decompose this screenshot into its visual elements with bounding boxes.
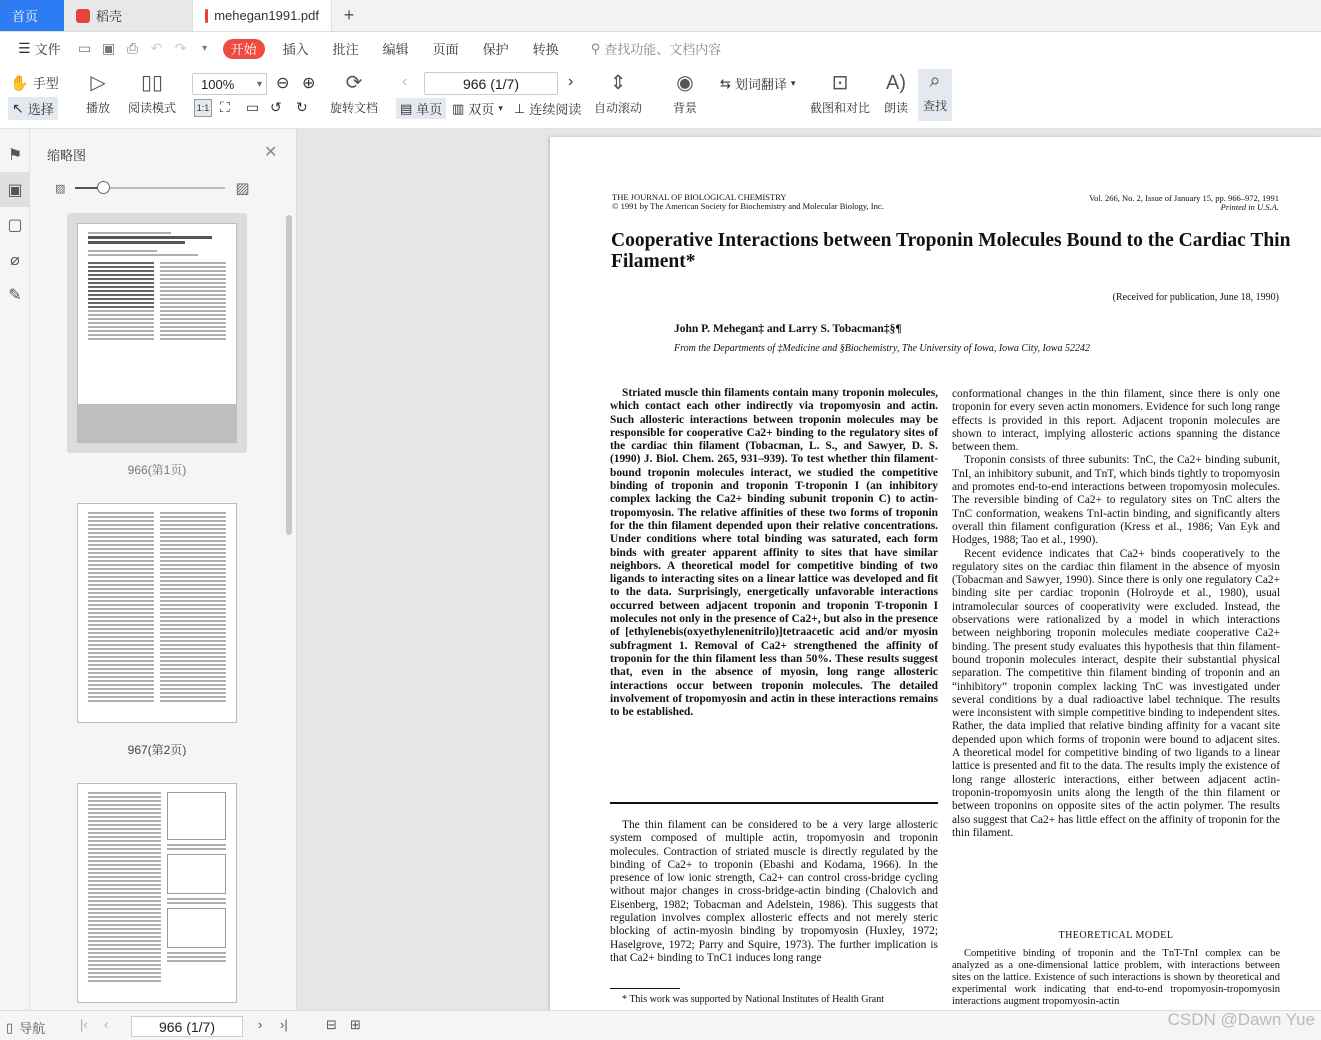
slider-track[interactable] [75, 187, 225, 189]
read-aloud-button[interactable] [884, 71, 908, 116]
thumbnail-page-2-image [77, 503, 237, 723]
right-paragraph-3: Recent evidence indicates that Ca2+ binds cooperatively to the regulatory sites on the cardiac thin filament in the absence of myosin (Tobacman and Sawyer, 1990). Since there is only one regulatory Ca2+ binding site per cardiac troponin (Holroyde et al., 1980), usual intramolecular sources of cooperativity were excluded. Instead, the observations were rationalized by a model in which interactions between neighboring troponin molecules mediate cooperative Ca2+ binding. The present study evaluates this hypothesis that thin filament-bound troponin molecules interact, despite their substantial physical separation. The competitive thin filament binding of troponin and an “inhibitory” troponin complex lacking TnC was investigated under several conditions by a dual radioactive label technique. The results were inconsistent with simple competitive binding to independent sites. Rather, the data implied that relative binding affinity for a vacant site depended upon which forms of troponin were bound to adjacent sites. A theoretical model for competitive binding of two ligands to a linear lattice is presented and fit to the data. The results imply the existence of long range allosteric interactions, either between adjacent actin-troponin-tropomyosin units along the length of the thin filament or between troponins on opposite sites of the actin polymer. The results also suggest that Ca2+ has little effect on the affinity of troponin for the thin filament. [952, 547, 1280, 839]
volume-header [1089, 194, 1279, 212]
background-label: 背景 [673, 101, 698, 115]
continuous-icon: ⊥ [514, 100, 526, 116]
paper-title: Cooperative Interactions between Troponin Molecules Bound to the Cardiac Thin Filament* [611, 230, 1291, 272]
received-date: (Received for publication, June 18, 1990) [1112, 292, 1279, 303]
continuous-read-button[interactable] [514, 99, 581, 118]
cursor-icon: ↖ [12, 100, 24, 116]
tab-document-label: mehegan1991.pdf [214, 8, 319, 23]
slider-knob[interactable] [97, 181, 110, 194]
footnote: * This work was supported by National Institutes of Health Grant [622, 994, 884, 1005]
select-tool-label: 选择 [27, 102, 54, 117]
left-rail [0, 129, 30, 1010]
read-aloud-label: 朗读 [884, 101, 909, 115]
magnifier-icon: ⌕ [929, 70, 941, 92]
status-page-input[interactable] [131, 1016, 243, 1037]
tab-home-label: 首页 [12, 9, 39, 24]
paper-affiliation: From the Departments of ‡Medicine and §Biochemistry, The University of Iowa, Iowa City, Iowa 52242 [674, 343, 1090, 354]
thumbnail-scrollbar[interactable] [286, 215, 292, 535]
thumbnail-panel [30, 129, 297, 1010]
play-button[interactable] [86, 71, 110, 116]
tab-bar [0, 0, 1321, 32]
screenshot-icon: ⊡ [831, 72, 849, 94]
fit-width-icon[interactable]: ▭ [246, 99, 260, 115]
last-page-icon[interactable]: ›| [280, 1017, 288, 1032]
navigation-label: 导航 [19, 1021, 46, 1036]
large-image-icon: ▨ [235, 180, 250, 197]
tab-document[interactable] [192, 0, 332, 31]
page-number-input[interactable] [424, 72, 558, 95]
thumbnail-icon[interactable]: ▣ [0, 172, 30, 207]
rotate-document-button[interactable] [330, 71, 378, 116]
menu-insert[interactable]: 插入 [282, 42, 309, 57]
single-page-button[interactable] [396, 98, 446, 119]
bookmark-icon[interactable]: ⚑ [7, 146, 23, 164]
close-icon[interactable]: ✕ [264, 144, 278, 161]
menu-start[interactable]: 开始 [223, 39, 265, 59]
new-tab-button[interactable]: + [343, 5, 355, 25]
docer-logo-icon [76, 9, 90, 23]
single-page-icon: ▤ [400, 100, 413, 116]
thumbnail-page-1-overlay [78, 404, 237, 443]
chevron-down-icon: ▾ [256, 78, 262, 90]
thumbnail-page-3-image [77, 783, 237, 1003]
find-button[interactable] [918, 69, 952, 121]
page-number-value: 966 (1/7) [462, 75, 520, 92]
search-placeholder: 查找功能、文档内容 [604, 42, 722, 57]
tab-home[interactable] [0, 0, 64, 31]
volume-line: Vol. 266, No. 2, Issue of January 15, pp. 966–972, 1991 [1089, 193, 1279, 203]
continuous-label: 连续阅读 [529, 102, 582, 117]
search-icon: ⚲ [590, 40, 601, 56]
right-column [952, 388, 1280, 840]
thumbnail-page-2[interactable] [67, 493, 247, 757]
screenshot-compare-button[interactable] [810, 71, 870, 116]
forward-view-icon[interactable]: ⊞ [350, 1017, 361, 1032]
speaker-icon: A) [886, 72, 906, 94]
zoom-in-icon[interactable]: ⊕ [302, 75, 316, 92]
screenshot-label: 截图和对比 [810, 101, 871, 115]
right-paragraph-1: conformational changes in the thin filament, since there is only one troponin for every seven actin monomers. Evidence for such long range effects is provided in this report. Adjacent troponin molecules are shown to interact, implying allosteric actions spanning the distance between them. [952, 388, 1280, 454]
play-icon: ▷ [90, 72, 106, 94]
thumbnail-figure [167, 908, 226, 948]
find-label: 查找 [922, 99, 947, 113]
read-mode-label: 阅读模式 [128, 101, 177, 115]
thumbnail-page-1-image [77, 223, 237, 443]
pdf-page [550, 137, 1321, 1010]
document-viewer[interactable] [297, 129, 1321, 1010]
thumbnail-page-2-text [78, 504, 236, 704]
menu-convert[interactable]: 转换 [532, 42, 559, 57]
small-image-icon: ▨ [55, 182, 66, 195]
menu-edit[interactable]: 编辑 [382, 42, 409, 57]
next-page-icon[interactable]: › [568, 73, 574, 90]
rotate-document-label: 旋转文档 [330, 101, 379, 115]
thumbnail-size-slider[interactable] [55, 179, 250, 197]
background-button[interactable] [673, 71, 697, 116]
file-menu-label: 文件 [34, 42, 61, 57]
chevron-down-icon: ▾ [498, 103, 503, 113]
rotate-right-icon[interactable]: ↻ [296, 99, 308, 115]
tab-docer[interactable] [64, 0, 192, 31]
thumbnail-figure [167, 854, 226, 894]
introduction-text: The thin filament can be considered to be a very large allosteric system composed of multiple actin, tropomyosin and troponin molecules. Contraction of striated muscle is directly regulated by the binding of Ca2+ to troponin (Ebashi and Kodama, 1966). In the presence of low ionic strength, Ca2+ can control cross-bridge cycling without major changes in cross-bridge-actin binding (Chalovich and Eisenberg, 1982; Tobacman and Adelstein, 1986). This suggests that regulation involves complex allosteric effects and not merely steric blocking of actin-myosin binding by tropomyosin (Huxley, 1972; Haselgrove, 1972; Parry and Squire, 1973). The further implication is that Ca2+ binding to TnC1 induces long range [610, 819, 938, 964]
thumbnail-page-3[interactable] [67, 773, 247, 1010]
abstract: Striated muscle thin filaments contain many troponin molecules, which contact each other indirectly via tropomyosin and actin. Such allosteric interactions between troponin molecules may be responsible for cooperative Ca2+ binding to the regulatory sites of the cardiac thin filament (Tobacman, L. S., and Sawyer, D. S. (1990) J. Biol. Chem. 265, 931–939). To test whether thin filament-bound troponin molecules interact, we studied the competitive binding of troponin and troponin T-troponin I (an inhibitory complex lacking the Ca2+ binding subunit troponin C) to actin-tropomyosin. The relative affinities of these two forms of troponin for the thin filament depended upon their relative concentrations. Under conditions where total binding was saturated, each form binds with greater apparent affinity to sites that have similar neighbors. A theoretical model for competitive binding of two ligands to interacting sites on a linear lattice was developed and fit to the data. Surprisingly, energetically unfavorable interactions occurred between adjacent troponin and troponin T-troponin I molecules not only in the presence of Ca2+, but also in the presence of [ethylenebis(oxyethylenenitrilo)]tetraacetic acid and/or myosin subfragment 1. Removal of Ca2+ strengthened the affinity of troponin for the thin filament less than 50%. These results suggest that, even in the absence of myosin, long range allosteric interactions occur between troponin molecules. The detailed involvement of tropomyosin and actin in these interactions remains to be established. [610, 387, 938, 719]
status-bar [0, 1010, 1321, 1040]
first-page-icon[interactable]: |‹ [80, 1017, 88, 1032]
menu-page[interactable]: 页面 [432, 42, 459, 57]
printed-line: Printed in U.S.A. [1220, 202, 1279, 212]
feature-search[interactable] [591, 39, 722, 58]
redo-icon[interactable]: ↷ [174, 40, 187, 56]
journal-name: THE JOURNAL OF BIOLOGICAL CHEMISTRY [612, 192, 787, 202]
rotate-document-icon: ⟳ [345, 72, 363, 94]
thumbnail-page-3-text [78, 784, 236, 984]
hand-icon: ✋ [10, 74, 29, 92]
panel-icon: ▯ [6, 1019, 14, 1035]
status-page-value: 966 (1/7) [158, 1018, 216, 1035]
prev-page-icon[interactable]: ‹ [402, 73, 408, 90]
print-icon[interactable]: ⎙ [126, 40, 139, 56]
read-mode-button[interactable] [128, 71, 176, 116]
rotate-left-icon[interactable]: ↺ [270, 99, 282, 115]
double-page-button[interactable] [452, 99, 503, 118]
right-paragraph-2: Troponin consists of three subunits: TnC, the Ca2+ binding subunit, TnI, an inhibitory subunit, and TnT, which binds tightly to tropomyosin and promotes end-to-end interactions between tropomyosin molecules. The reversible binding of Ca2+ to regulatory sites on TnC alters the TnC conformation, weakens TnI-actin binding, and significantly alters overall thin filament configuration (Kress et al., 1986; Van Eyk and Hodges, 1988; Tao et al., 1990). [952, 454, 1280, 547]
next-page-icon[interactable]: › [258, 1017, 263, 1032]
comment-icon[interactable]: ▢ [7, 216, 23, 234]
thumbnail-page-1[interactable] [67, 213, 247, 477]
more-chevron-icon[interactable]: ▾ [202, 43, 208, 54]
zoom-value: 100% [201, 76, 235, 92]
zoom-out-icon[interactable]: ⊖ [276, 75, 290, 92]
thumbnail-figure [167, 792, 226, 840]
undo-icon[interactable]: ↶ [150, 40, 163, 56]
pdf-file-icon [205, 9, 208, 23]
auto-scroll-label: 自动滚动 [594, 101, 643, 115]
thumbnail-page-1-label: 966(第1页) [127, 463, 187, 477]
paper-authors: John P. Mehegan‡ and Larry S. Tobacman‡§¶ [674, 323, 902, 335]
thumbnail-panel-title: 缩略图 [47, 148, 87, 163]
auto-scroll-button[interactable] [594, 71, 642, 116]
select-tool-button[interactable] [8, 97, 58, 120]
section-heading: THEORETICAL MODEL [1058, 930, 1174, 941]
hand-tool-label: 手型 [32, 76, 59, 91]
thumbnail-page-1-text [78, 224, 236, 342]
ribbon-toolbar [0, 65, 1321, 129]
play-label: 播放 [86, 101, 111, 115]
zoom-select[interactable] [192, 73, 267, 95]
menu-annotate[interactable]: 批注 [332, 42, 359, 57]
book-icon: ▯▯ [141, 72, 164, 94]
double-page-label: 双页 [468, 102, 495, 117]
signature-icon[interactable]: ✎ [8, 286, 22, 304]
translate-button[interactable] [720, 74, 795, 93]
abstract-divider [610, 802, 938, 804]
translate-label: 划词翻译 [734, 77, 787, 92]
navigation-toggle[interactable] [6, 1018, 45, 1037]
save-icon[interactable]: ▣ [101, 40, 116, 56]
theoretical-model-text: Competitive binding of troponin and the TnT-TnI complex can be analyzed as a one-dimensional lattice problem, with interactions between sites on the lattice. Existence of such interactions is shown by theoretical and experimental work indicating that end-to-end tropomyosin-tropomyosin interactions augment tropomyosin-actin [952, 948, 1280, 1007]
fit-page-icon[interactable]: ⛶ [220, 99, 230, 115]
thumbnail-page-2-label: 967(第2页) [127, 743, 187, 757]
footnote-divider [610, 988, 680, 989]
chevron-down-icon: ▾ [790, 78, 796, 88]
open-icon[interactable]: ▭ [77, 40, 92, 56]
double-page-icon: ▥ [452, 100, 465, 116]
prev-page-icon[interactable]: ‹ [104, 1017, 109, 1032]
journal-copyright: © 1991 by The American Society for Biochemistry and Molecular Biology, Inc. [612, 201, 884, 211]
attachment-icon[interactable]: ⌀ [10, 251, 20, 269]
tab-docer-label: 稻壳 [96, 9, 123, 24]
hand-tool-button[interactable] [10, 73, 59, 92]
eye-icon: ◉ [676, 72, 694, 94]
actual-size-icon[interactable]: 1:1 [194, 99, 212, 117]
menu-bar [0, 32, 1321, 65]
watermark: CSDN @Dawn Yue [1167, 1010, 1315, 1029]
menu-protect[interactable]: 保护 [482, 42, 509, 57]
single-page-label: 单页 [416, 102, 443, 117]
back-view-icon[interactable]: ⊟ [326, 1017, 337, 1032]
auto-scroll-icon: ⇕ [609, 72, 627, 94]
translate-icon: ⇆ [720, 75, 731, 91]
journal-header [612, 193, 884, 211]
file-menu[interactable] [6, 32, 73, 65]
hamburger-icon: ☰ [18, 40, 31, 56]
